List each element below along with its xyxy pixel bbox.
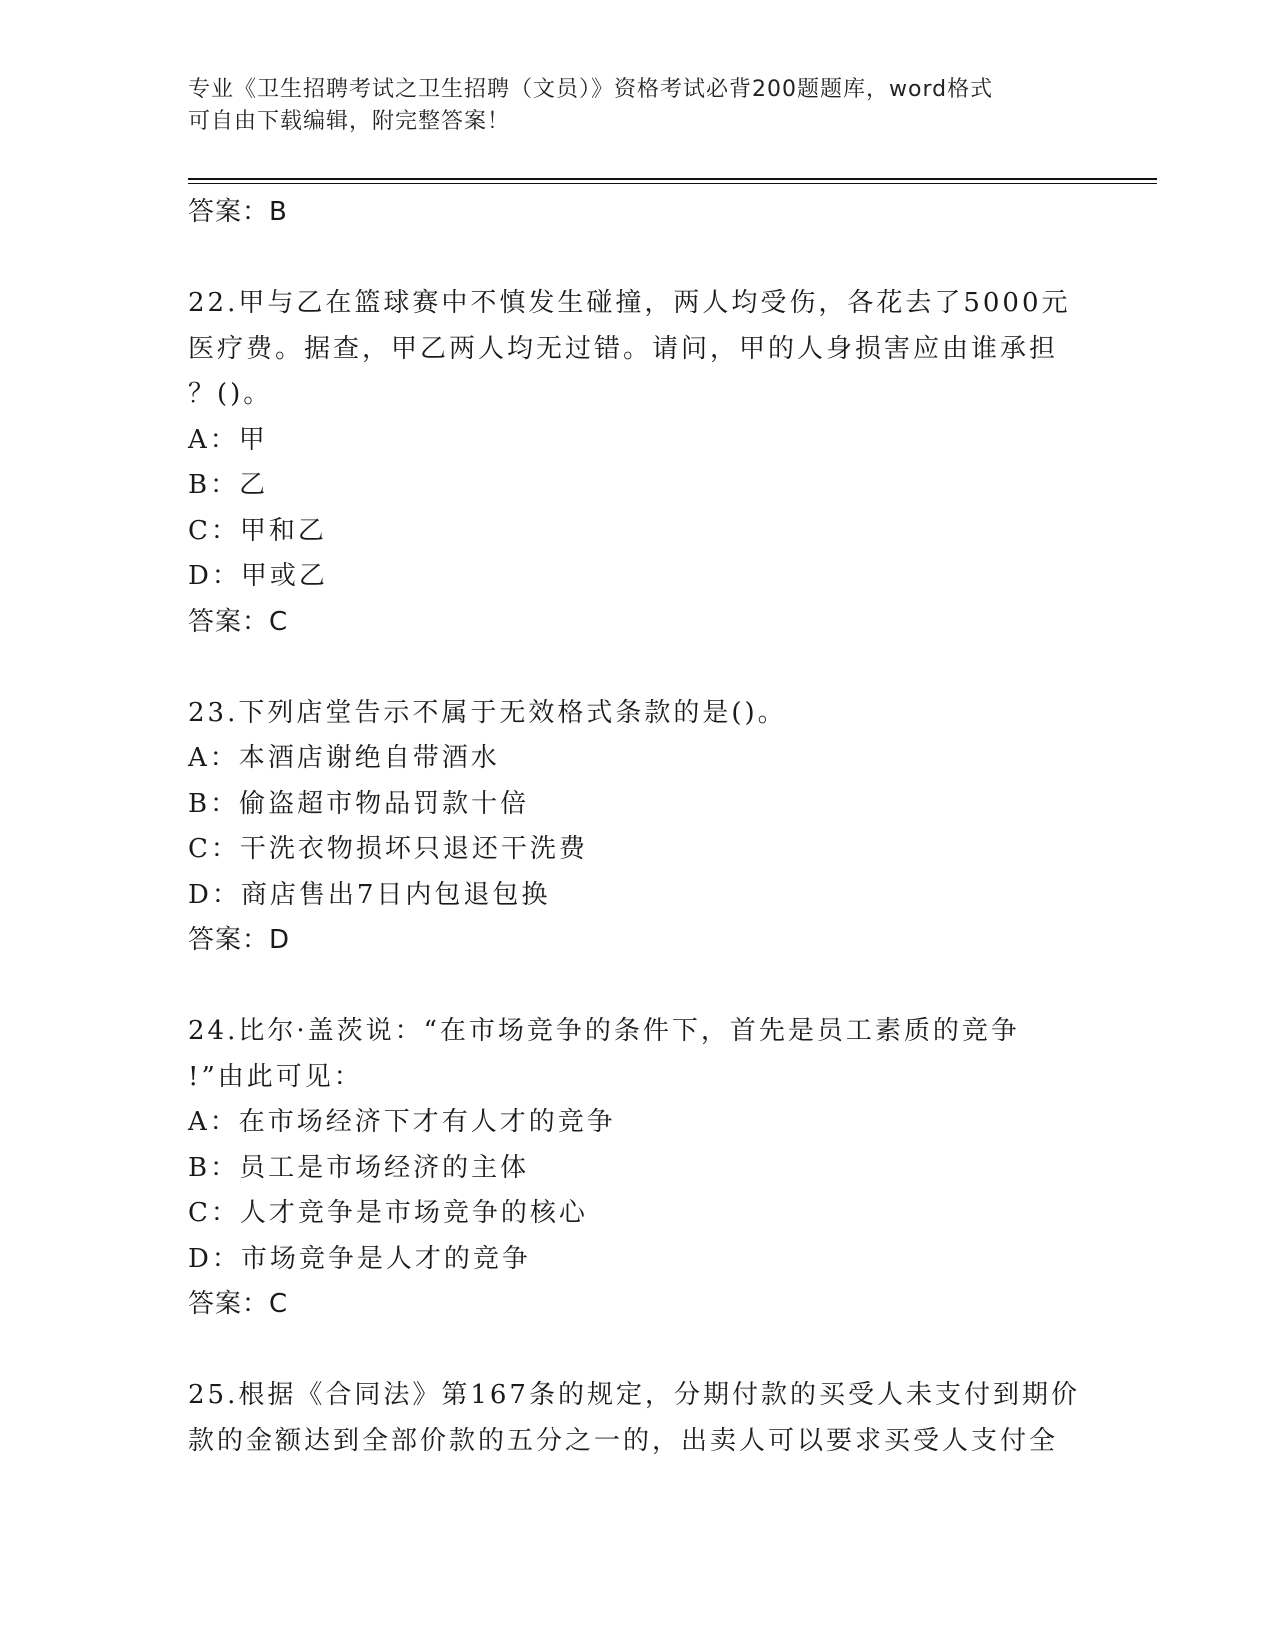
question-text-line: 24.比尔·盖茨说：“在市场竞争的条件下，首先是员工素质的竞争 bbox=[188, 1016, 1020, 1046]
question-text-line: 医疗费。据查，甲乙两人均无过错。请问，甲的人身损害应由谁承担 bbox=[188, 333, 1059, 364]
question-text-line: 25.根据《合同法》第167条的规定，分期付款的买受人未支付到期价 bbox=[188, 1380, 1080, 1410]
header-line-2: 可自由下载编辑，附完整答案！ bbox=[188, 109, 511, 134]
question-text-line: 款的金额达到全部价款的五分之一的，出卖人可以要求买受人支付全 bbox=[188, 1425, 1059, 1456]
option-a: A：在市场经济下才有人才的竞争 bbox=[188, 1107, 616, 1137]
option-b: B：员工是市场经济的主体 bbox=[188, 1152, 530, 1183]
question-23 bbox=[188, 691, 1068, 964]
spacer bbox=[188, 236, 1068, 282]
option-c: C：甲和乙 bbox=[188, 515, 327, 546]
question-text-line: !”由此可见： bbox=[188, 1061, 363, 1092]
option-c: C：干洗衣物损坏只退还干洗费 bbox=[188, 834, 588, 864]
spacer bbox=[188, 1328, 1068, 1374]
question-text-line: 23.下列店堂告示不属于无效格式条款的是()。 bbox=[188, 697, 787, 728]
option-d: D：市场竞争是人才的竞争 bbox=[188, 1243, 531, 1274]
page-header bbox=[188, 74, 1068, 138]
option-b: B：偷盗超市物品罚款十倍 bbox=[188, 788, 530, 819]
header-divider bbox=[188, 178, 1157, 180]
question-25 bbox=[188, 1373, 1080, 1464]
option-d: D：甲或乙 bbox=[188, 561, 328, 591]
option-b: B：乙 bbox=[188, 470, 269, 500]
question-24 bbox=[188, 1009, 1068, 1328]
option-d: D：商店售出7日内包退包换 bbox=[188, 879, 551, 910]
answer-previous: 答案：B bbox=[188, 197, 288, 227]
question-text-line: ？()。 bbox=[188, 379, 273, 409]
question-text-line: 22.甲与乙在篮球赛中不慎发生碰撞，两人均受伤，各花去了5000元 bbox=[188, 288, 1071, 318]
spacer bbox=[188, 645, 1068, 691]
option-a: A：本酒店谢绝自带酒水 bbox=[188, 743, 500, 773]
spacer bbox=[188, 964, 1068, 1010]
question-content bbox=[188, 190, 1080, 1464]
answer: 答案：D bbox=[188, 925, 291, 955]
answer: 答案：C bbox=[188, 606, 289, 637]
option-c: C：人才竞争是市场竞争的核心 bbox=[188, 1198, 588, 1228]
answer: 答案：C bbox=[188, 1289, 289, 1319]
header-divider-thin bbox=[188, 183, 1157, 184]
question-22 bbox=[188, 281, 1071, 645]
option-a: A：甲 bbox=[188, 424, 268, 455]
header-line-1: 专业《卫生招聘考试之卫生招聘（文员）》资格考试必背200题题库，word格式 bbox=[188, 77, 994, 102]
